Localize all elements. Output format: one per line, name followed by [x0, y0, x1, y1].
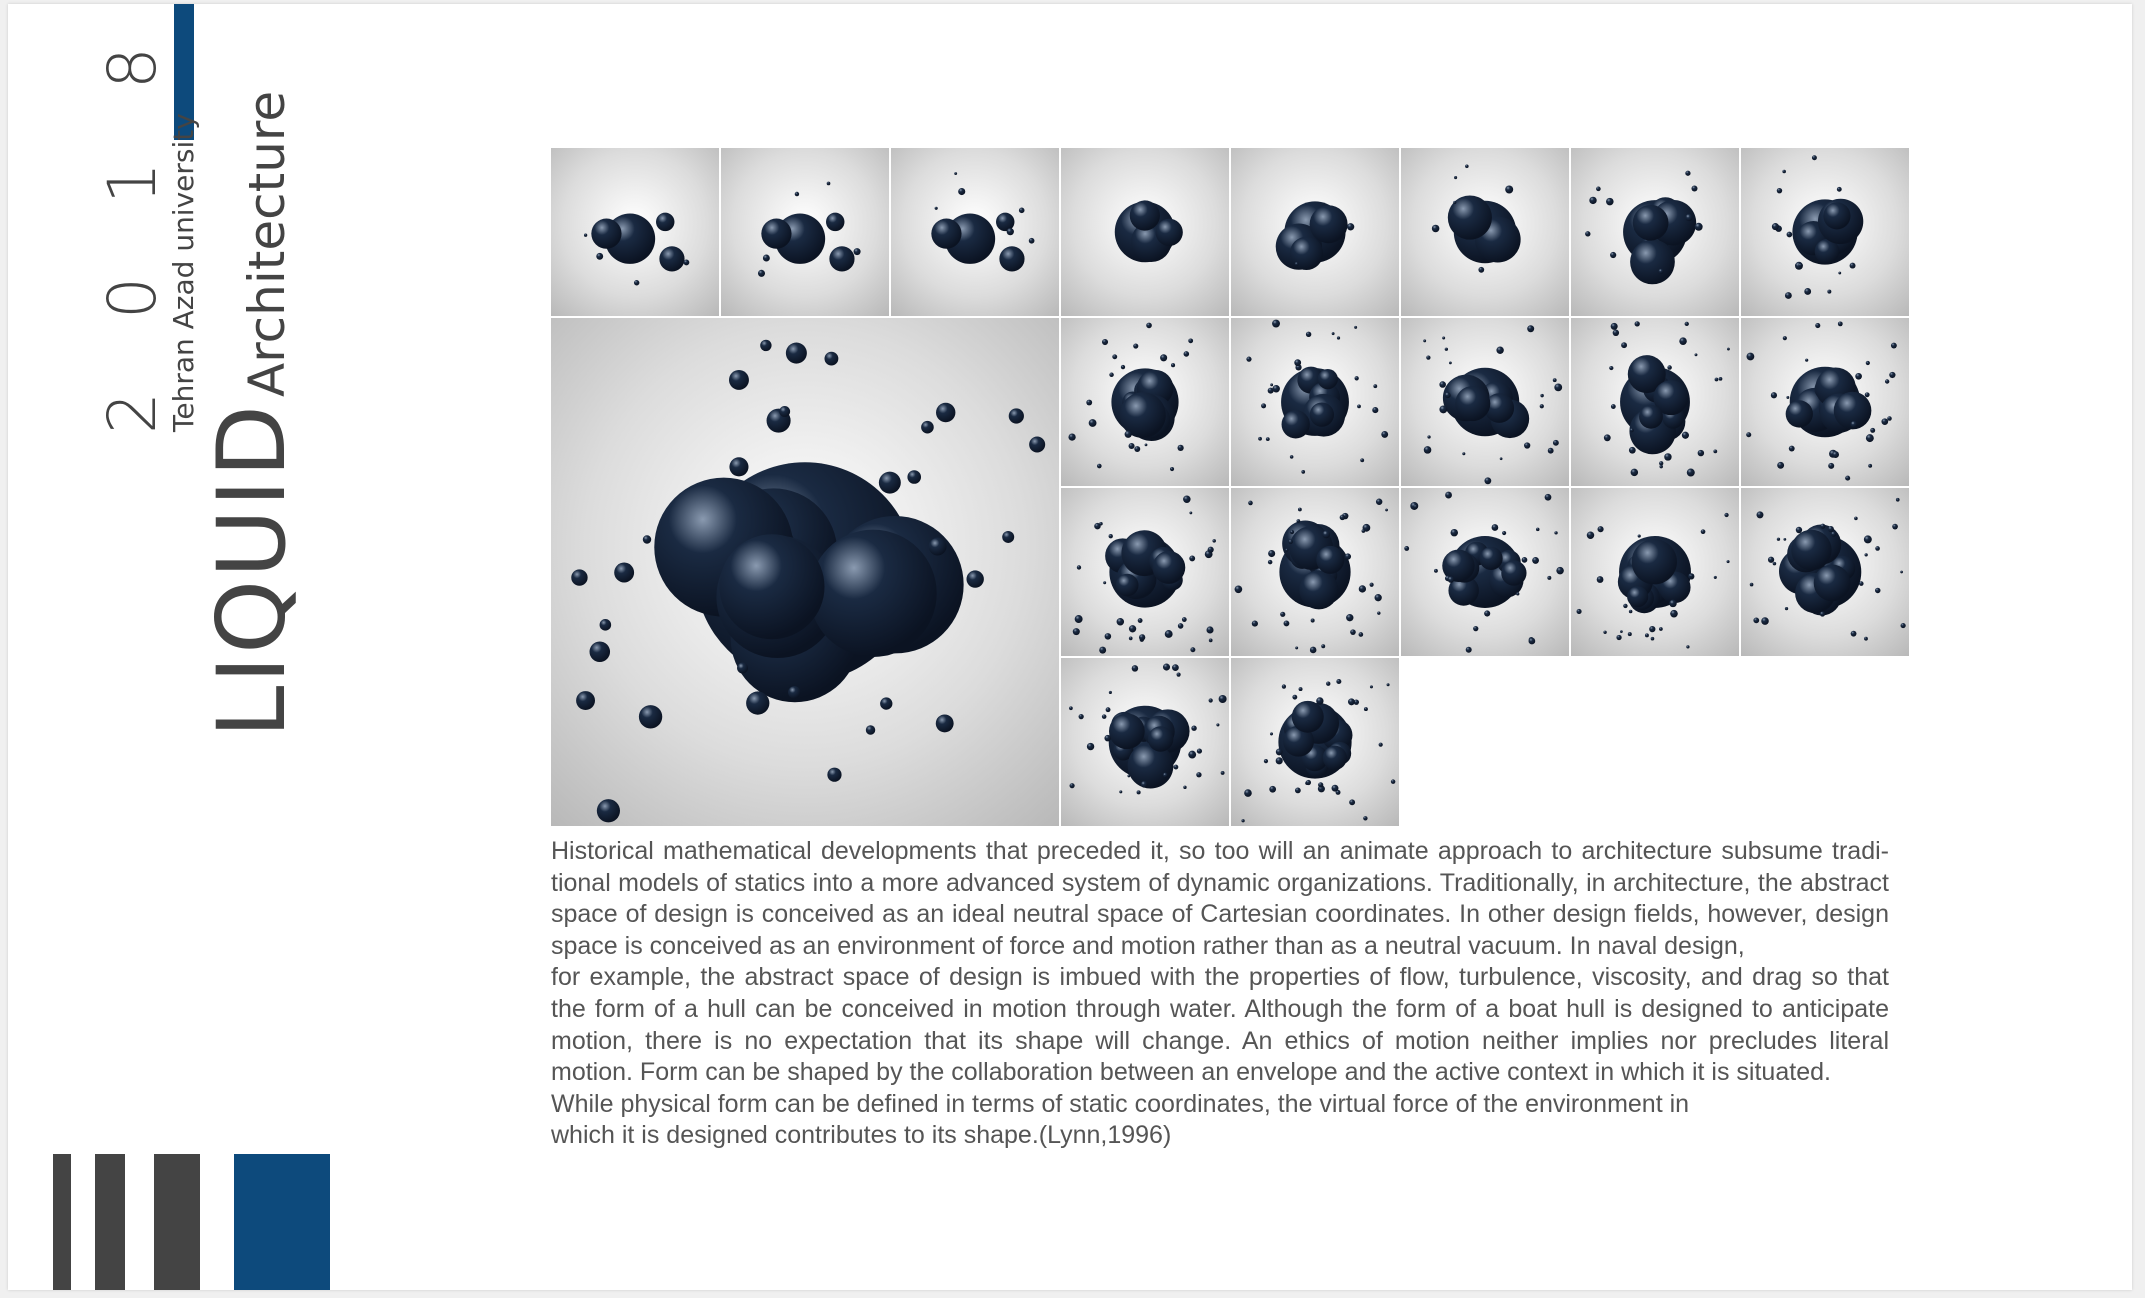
- blob-render-frame: [1401, 148, 1569, 316]
- decor-block-accent: [234, 1154, 330, 1290]
- blob-render-frame: [891, 148, 1059, 316]
- blob-render-frame: [1231, 488, 1399, 656]
- blob-render-frame: [1571, 148, 1739, 316]
- blob-icon: [1571, 148, 1739, 316]
- blob-icon: [1401, 318, 1569, 486]
- body-line: which it is designed contributes to its shape.(Lynn,1996): [551, 1121, 1172, 1150]
- body-line: the form of a hull can be conceived in motion through water. Although the form of a boat hull is designed to anticipate: [551, 994, 1889, 1023]
- blob-icon: [551, 148, 719, 316]
- blob-render-frame: [1401, 318, 1569, 486]
- blob-icon: [1231, 148, 1399, 316]
- blob-icon: [1061, 658, 1229, 826]
- blob-render-frame: [1231, 148, 1399, 316]
- blob-render-frame: [1401, 488, 1569, 656]
- year-label: 2 0 1 8: [94, 21, 171, 434]
- blob-render-frame: [1061, 658, 1229, 826]
- blob-icon: [1401, 148, 1569, 316]
- blob-render-featured: [551, 318, 1059, 826]
- blob-icon: [1231, 318, 1399, 486]
- body-line: motion. Form can be shaped by the collaboration between an envelope and the active context in which it is situated.: [551, 1058, 1831, 1087]
- blob-icon: [1231, 658, 1399, 826]
- blob-icon: [1061, 488, 1229, 656]
- blob-icon: [721, 148, 889, 316]
- brochure-page: [8, 4, 2132, 1290]
- blob-icon: [1741, 488, 1909, 656]
- blob-icon: [1061, 148, 1229, 316]
- blob-icon: [1571, 488, 1739, 656]
- blob-icon: [891, 148, 1059, 316]
- blob-render-frame: [1231, 318, 1399, 486]
- body-line: space of design is conceived as an ideal neutral space of Cartesian coordinates. In other design fields, however, design: [551, 900, 1889, 929]
- blob-icon: [1061, 318, 1229, 486]
- body-paragraph: [551, 836, 1889, 1152]
- blob-morph-gallery: [551, 148, 1895, 808]
- blob-icon: [1401, 488, 1569, 656]
- blob-render-frame: [1741, 488, 1909, 656]
- university-label: Tehran Azad university: [167, 113, 200, 432]
- page-title: [198, 90, 307, 738]
- blob-render-frame: [1231, 658, 1399, 826]
- blob-render-frame: [1061, 148, 1229, 316]
- blob-render-frame: [1571, 318, 1739, 486]
- decor-stripe: [53, 1154, 71, 1290]
- blob-icon: [551, 318, 1059, 826]
- blob-icon: [1571, 318, 1739, 486]
- body-line: space is conceived as an environment of force and motion rather than as a neutral vacuum. In naval design,: [551, 931, 1745, 960]
- body-line: While physical form can be defined in terms of static coordinates, the virtual force of the environment in: [551, 1089, 1690, 1118]
- decor-stripe: [154, 1154, 200, 1290]
- blob-render-frame: [1741, 318, 1909, 486]
- blob-icon: [1741, 318, 1909, 486]
- body-line: motion, there is no expectation that its shape will change. An ethics of motion neither implies nor precludes literal: [551, 1026, 1889, 1055]
- body-line: tional models of statics into a more advanced system of dynamic organizations. Traditionally, in architecture, the abstract: [551, 868, 1889, 897]
- blob-render-frame: [1061, 318, 1229, 486]
- blob-render-frame: [551, 148, 719, 316]
- blob-icon: [1741, 148, 1909, 316]
- blob-render-frame: [1571, 488, 1739, 656]
- blob-icon: [1231, 488, 1399, 656]
- blob-render-frame: [1741, 148, 1909, 316]
- blob-render-frame: [1061, 488, 1229, 656]
- title-liquid: LIQUID: [198, 403, 307, 738]
- blob-render-frame: [721, 148, 889, 316]
- title-architecture: Architecture: [238, 90, 296, 397]
- body-line: for example, the abstract space of design is imbued with the properties of flow, turbulence, viscosity, and drag so that: [551, 963, 1889, 992]
- decor-stripe: [95, 1154, 125, 1290]
- body-line: Historical mathematical developments that preceded it, so too will an animate approach to architecture subsume tradi-: [551, 837, 1889, 865]
